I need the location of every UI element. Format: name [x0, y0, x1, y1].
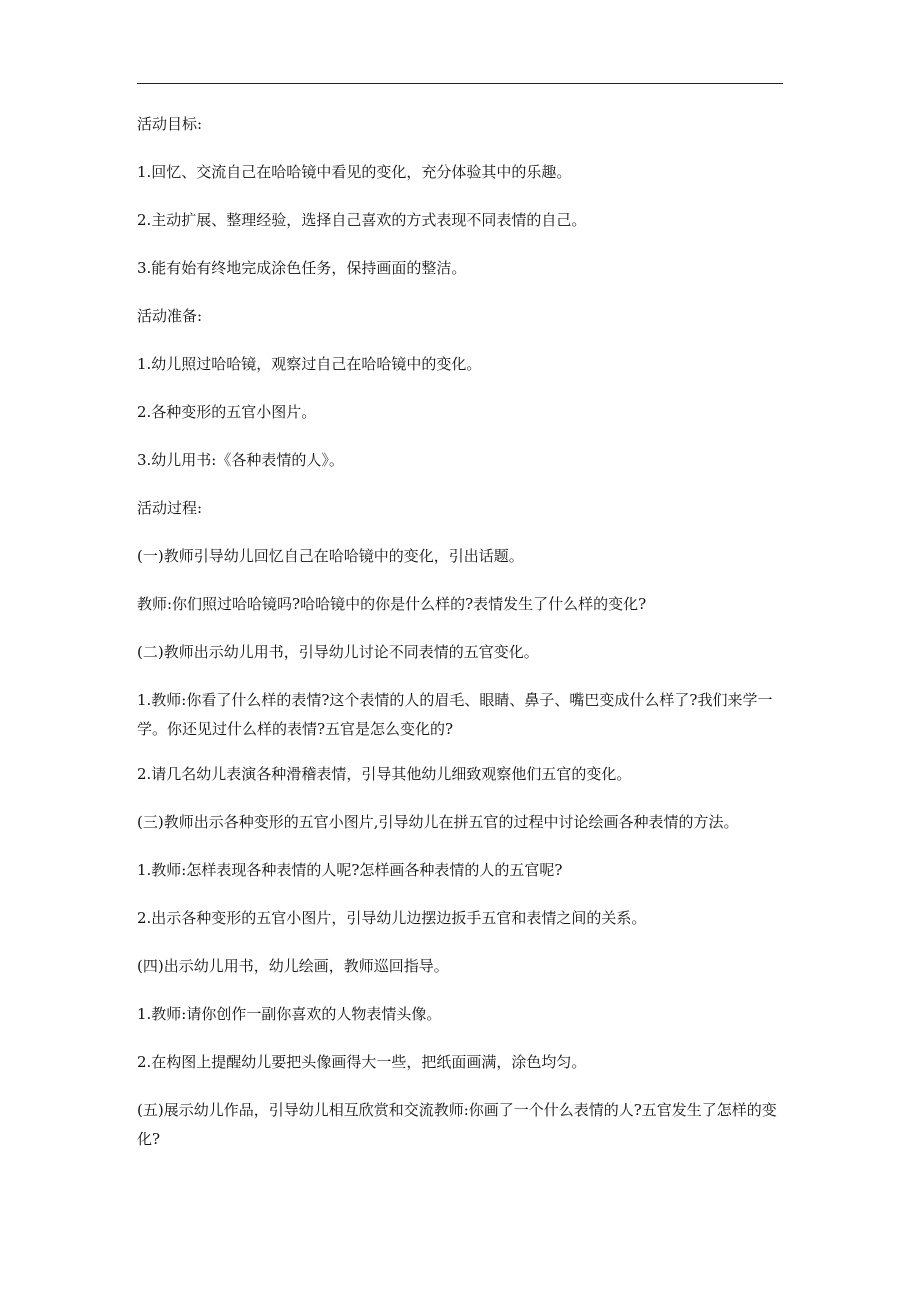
- paragraph: 1.教师:怎样表现各种表情的人呢?怎样画各种表情的人的五官呢?: [137, 861, 563, 879]
- paragraph: 2.出示各种变形的五官小图片，引导幼儿边摆边扳手五官和表情之间的关系。: [137, 909, 647, 927]
- paragraph: 2.主动扩展、整理经验，选择自己喜欢的方式表现不同表情的自己。: [137, 211, 587, 229]
- paragraph: 3.幼儿用书:《各种表情的人》。: [137, 451, 344, 469]
- paragraph: 1.教师:你看了什么样的表情?这个表情的人的眉毛、眼睛、鼻子、嘴巴变成什么样了?我们来学一学。你还见过什么样的表情?五官是怎么变化的?: [137, 691, 773, 738]
- paragraph: 2.请几名幼儿表演各种滑稽表情，引导其他幼儿细致观察他们五官的变化。: [137, 765, 632, 783]
- paragraph: (一)教师引导幼儿回忆自己在哈哈镜中的变化，引出话题。: [137, 547, 524, 565]
- section-heading-preparation: 活动准备:: [137, 307, 203, 325]
- paragraph: (四)出示幼儿用书，幼儿绘画，教师巡回指导。: [137, 957, 449, 975]
- paragraph: 2.在构图上提醒幼儿要把头像画得大一些，把纸面画满，涂色均匀。: [137, 1053, 587, 1071]
- paragraph: 2.各种变形的五官小图片。: [137, 403, 317, 421]
- paragraph: 3.能有始有终地完成涂色任务，保持画面的整洁。: [137, 259, 467, 277]
- paragraph: 1.回忆、交流自己在哈哈镜中看见的变化，充分体验其中的乐趣。: [137, 163, 572, 181]
- section-heading-goals: 活动目标:: [137, 115, 203, 133]
- paragraph: (三)教师出示各种变形的五官小图片,引导幼儿在拼五官的过程中讨论绘画各种表情的方法。: [137, 813, 739, 831]
- paragraph: (五)展示幼儿作品，引导幼儿相互欣赏和交流教师:你画了一个什么表情的人?五官发生了怎样的变化?: [137, 1101, 777, 1148]
- paragraph: (二)教师出示幼儿用书，引导幼儿讨论不同表情的五官变化。: [137, 643, 539, 661]
- paragraph: 教师:你们照过哈哈镜吗?哈哈镜中的你是什么样的?表情发生了什么样的变化?: [137, 595, 647, 613]
- paragraph: 1.幼儿照过哈哈镜，观察过自己在哈哈镜中的变化。: [137, 355, 482, 373]
- section-heading-process: 活动过程:: [137, 499, 203, 517]
- paragraph: 1.教师:请你创作一副你喜欢的人物表情头像。: [137, 1005, 442, 1023]
- header-rule: [137, 83, 783, 84]
